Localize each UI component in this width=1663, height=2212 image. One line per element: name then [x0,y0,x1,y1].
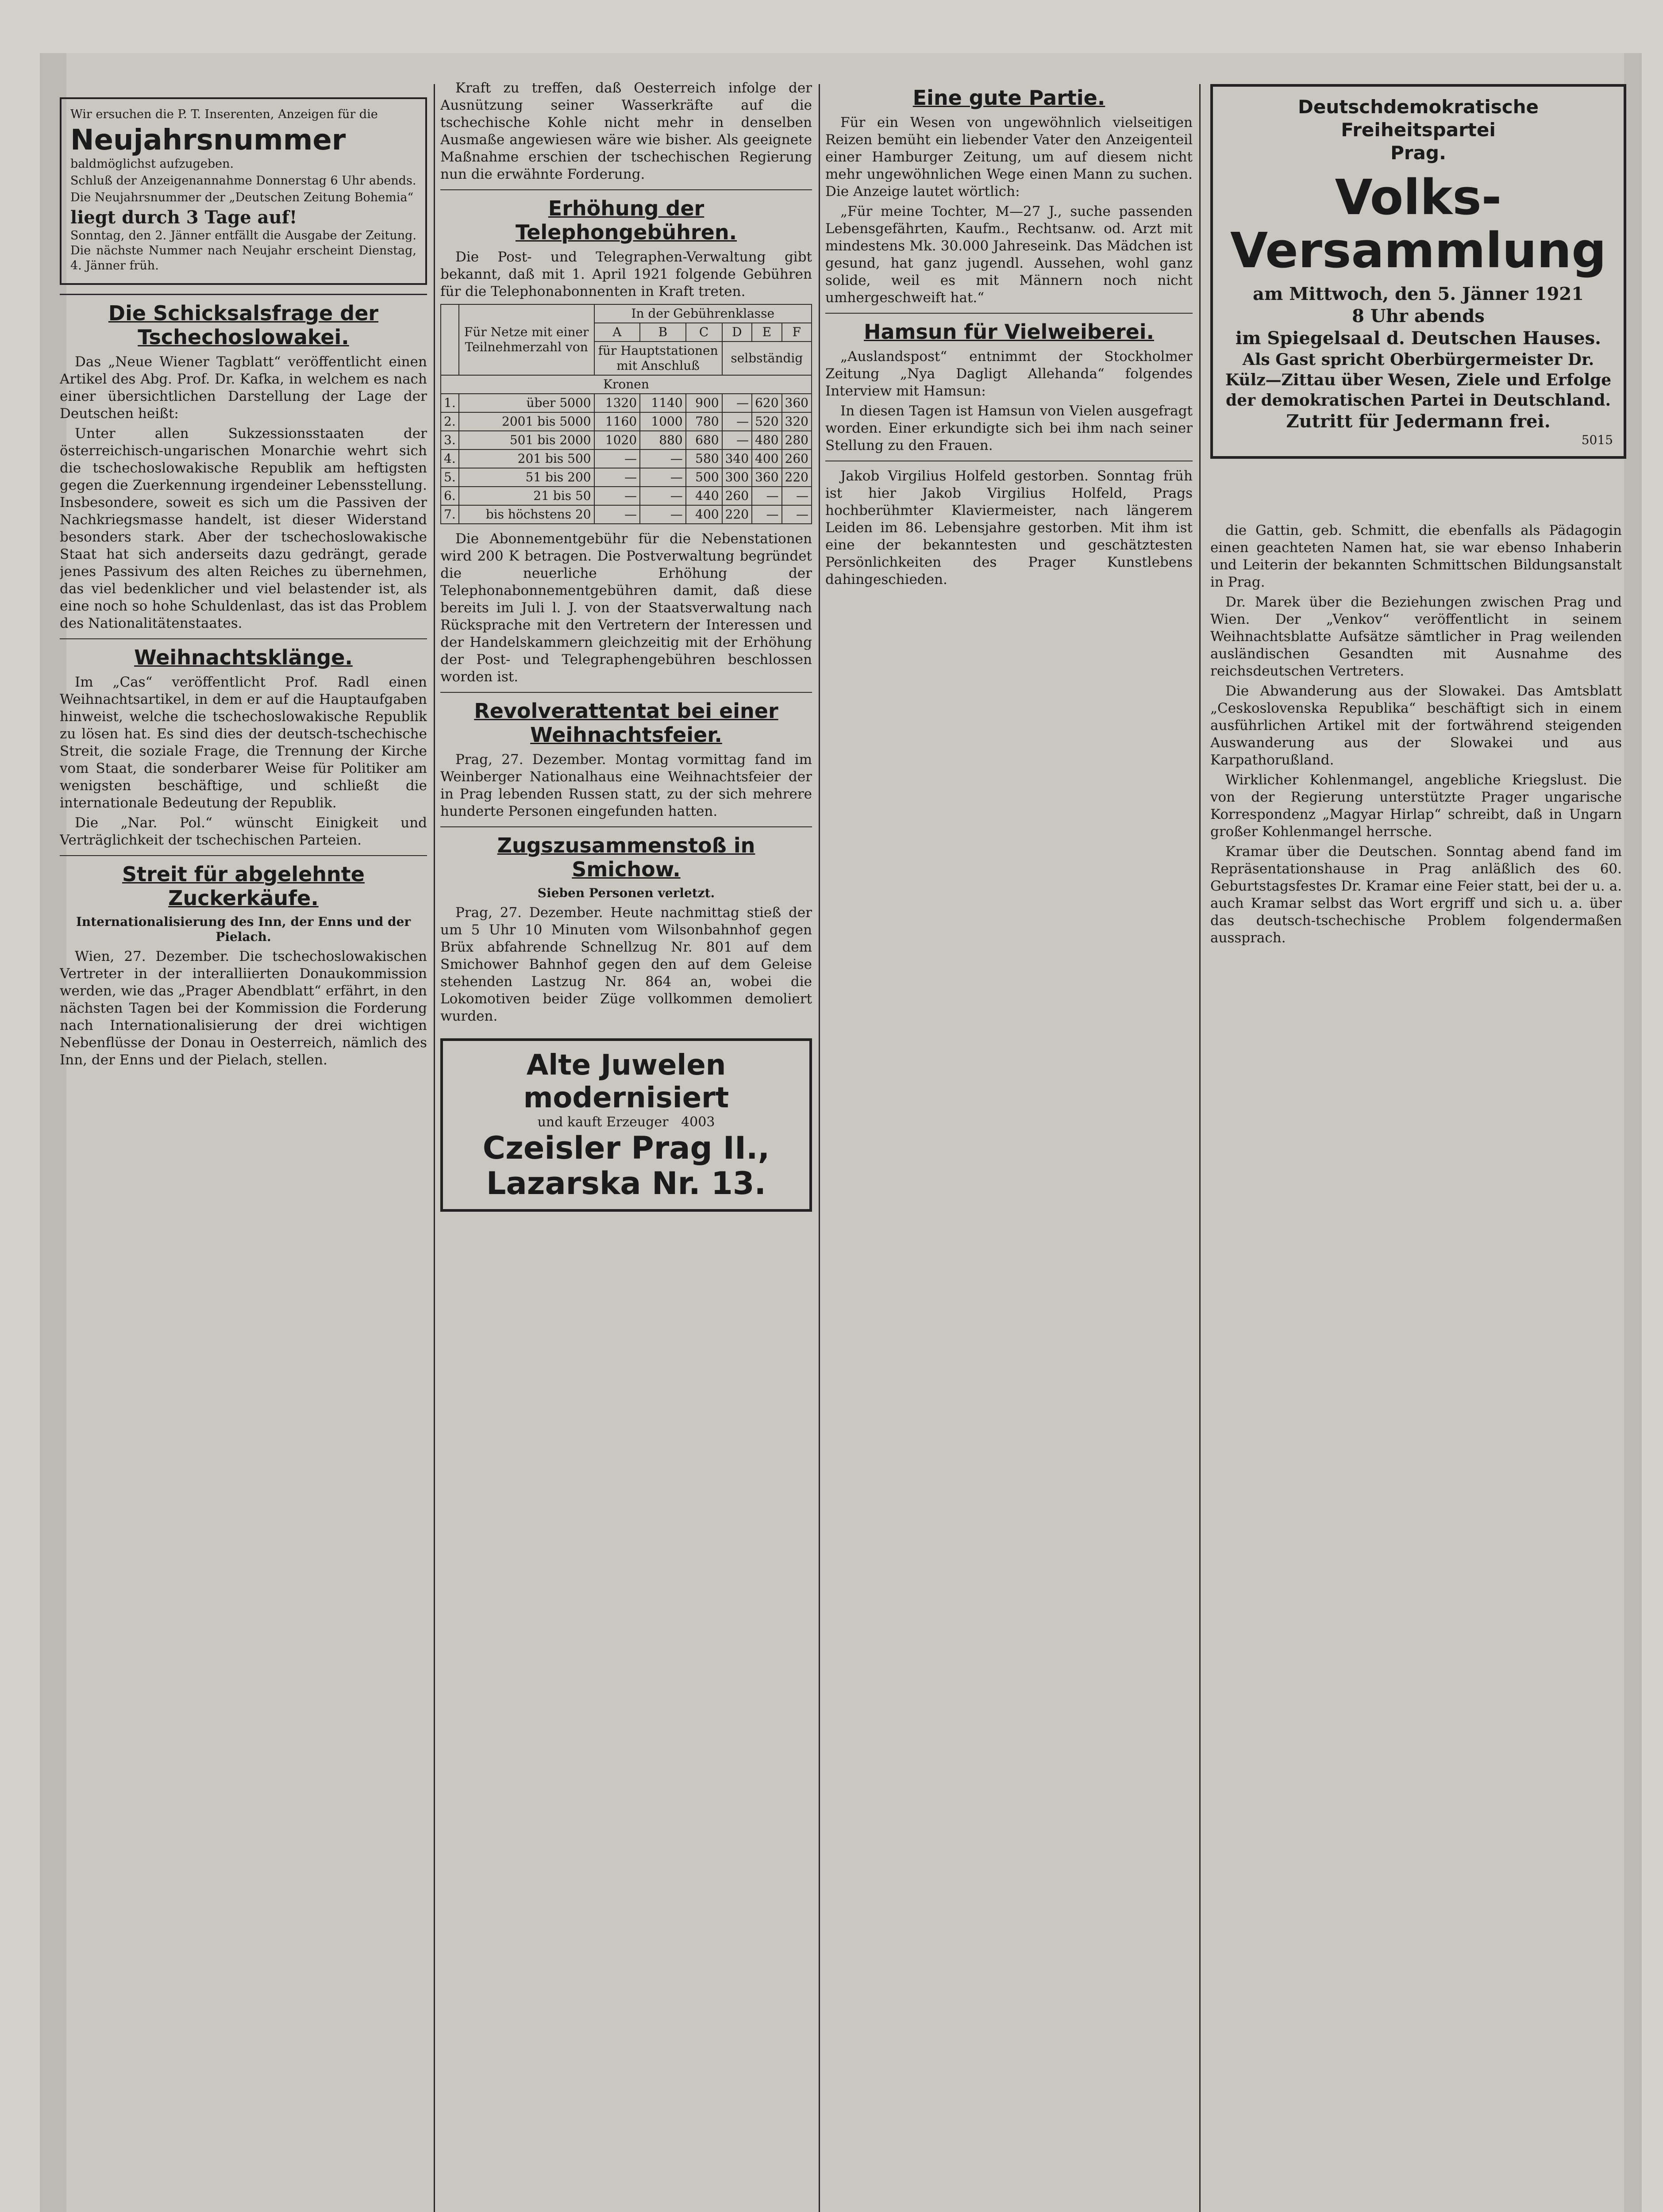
table-cell: — [782,487,812,505]
article-paragraph: Im „Cas“ veröffentlicht Prof. Radl einen Weihnachtsartikel, in dem er auf die Hauptaufgaben hinweist, welche die tschechoslowakische Republik zu lösen hat. Es sind dies der deutsch-tschechische Streit, die soziale Frage, die Trennung der Kirche vom Staat, die sonderbarer Weise für Politiker am wenigsten beschäftige, und schließt die internationale Bedeutung der Republik. [60,674,427,811]
table-row [441,412,812,431]
divider [60,855,427,856]
headline-schicksalsfrage: Die Schicksalsfrage der Tschechoslowakei. [108,301,379,349]
table-row [441,468,812,487]
table-cell: 400 [752,449,781,468]
column-rule [819,84,820,2212]
table-cell: — [782,505,812,524]
table-cell: 780 [686,412,722,431]
notice-line1: Wir ersuchen die P. T. Inserenten, Anzeigen für die [70,108,378,121]
table-cell: 1020 [594,431,640,449]
table-cell: — [752,505,781,524]
column-4 [1210,522,1622,2212]
table-cell: 21 bis 50 [459,487,594,505]
table-cell: 260 [722,487,752,505]
article-paragraph: Jakob Virgilius Holfeld gestorben. Sonntag früh ist hier Jakob Virgilius Holfeld, Prags hochberühmter Klaviermeister, nach längerem Leiden im 86. Lebensjahre gestorben. Mit ihm ist eine der bekanntesten und geschätztesten Persönlichkeiten des Prager Kunstlebens dahingeschieden. [825,468,1193,588]
table-cell: 300 [722,468,752,487]
notice-line4: Die Neujahrsnummer der „Deutschen Zeitung Bohemia“ [70,191,414,204]
table-cell: — [722,412,752,431]
fee-table-corner [441,304,459,375]
table-cell: 51 bis 200 [459,468,594,487]
table-row [441,449,812,468]
table-cell: 500 [686,468,722,487]
divider [440,189,812,190]
table-cell: — [594,449,640,468]
subheadline: Sieben Personen verletzt. [537,886,715,900]
rally-announcement [1210,84,1626,459]
table-cell: 1000 [640,412,686,431]
table-cell: 360 [752,468,781,487]
article-paragraph: die Gattin, geb. Schmitt, die ebenfalls als Pädagogin einen geachteten Namen hat, sie war ebenso Inhaberin und Leiterin der bekannten Schmittschen Bildungsanstalt in Prag. [1210,522,1622,590]
table-cell: 320 [782,412,812,431]
fee-table-sub1: für Hauptstationen mit Anschluß [594,342,722,375]
table-cell: — [640,468,686,487]
table-cell: 3. [441,431,459,449]
article-paragraph: Wirklicher Kohlenmangel, angebliche Kriegslust. Die von der Regierung unterstützte Prager ungarische Korrespondenz „Magyar Hirlap“ schreibt, daß in Ungarn großer Kohlenmangel herrsche. [1210,772,1622,840]
table-cell: 5. [441,468,459,487]
table-cell: 580 [686,449,722,468]
article-paragraph: „Für meine Tochter, M—27 J., suche passenden Lebensgefährten, Kaufm., Rechtsanw. od. Arzt mit mindestens Mk. 30.000 Jahreseink. Das Mädchen ist gesund, hat ganz jugendl. Aussehen, wohl ganz solide, weil es mit Männern noch nicht umhergeschweift hat.“ [825,204,1193,306]
table-cell: 501 bis 2000 [459,431,594,449]
headline-zuckerkaeufe: Streit für abgelehnte Zuckerkäufe. [122,862,365,910]
rally-city: Prag. [1390,142,1446,164]
article-paragraph: Das „Neue Wiener Tagblatt“ veröffentlicht einen Artikel des Abg. Prof. Dr. Kafka, in welchem es nach einer übersichtlichen Darstellung der Lage der Deutschen heißt: [60,354,427,422]
newspaper-page [40,53,1642,2212]
article-paragraph: Wien, 27. Dezember. Die tschechoslowakischen Vertreter in der interalliierten Donaukommission werden, wie das „Prager Abendblatt“ erfährt, in den nächsten Tagen bei der Kommission die Forderung nach Internationalisierung der drei wichtigen Nebenflüsse der Donau in Oesterreich, nämlich des Inn, der Enns und der Pielach, stellen. [60,949,427,1068]
table-cell: 620 [752,394,781,412]
table-cell: 201 bis 500 [459,449,594,468]
table-cell: 1160 [594,412,640,431]
notice-title: Neujahrsnummer [70,124,346,157]
subheadline: Internationalisierung des Inn, der Enns und der Pielach. [76,914,411,944]
table-cell: 1. [441,394,459,412]
divider [60,294,427,295]
divider [60,638,427,639]
fee-class-letter: A [594,323,640,342]
headline-zugszusammenstoss: Zugszusammenstoß in Smichow. [497,833,755,881]
fee-table-group-header: In der Gebührenklasse [594,304,812,323]
fee-class-letter: E [752,323,781,342]
article-paragraph: Die Abwanderung aus der Slowakei. Das Amtsblatt „Ceskoslovenska Republika“ beschäftigt sich in einem ausführlichen Artikel mit der fortwährend steigenden Auswanderung aus der Slowakei und aus Karpathorußland. [1210,683,1622,768]
rally-venue: im Spiegelsaal d. Deutschen Hauses. [1235,328,1601,349]
table-row [441,394,812,412]
notice-line3: Schluß der Anzeigenannahme Donnerstag 6 Uhr abends. [70,174,416,188]
ad-line3: Czeisler Prag II., Lazarska Nr. 13. [482,1130,770,1202]
table-cell: 260 [782,449,812,468]
table-cell: 7. [441,505,459,524]
table-cell: 220 [782,468,812,487]
table-cell: 900 [686,394,722,412]
article-paragraph: Prag, 27. Dezember. Heute nachmittag stieß der um 5 Uhr 10 Minuten vom Wilsonbahnhof gegen Brüx abfahrende Schnellzug Nr. 801 auf dem Smichower Bahnhof gegen den auf dem Geleise stehenden Lastzug Nr. 864 an, wobei die Lokomotiven beider Züge vollkommen demoliert wurden. [440,905,812,1024]
fee-table-row-label: Für Netze mit einer Teilnehmerzahl von [459,304,594,375]
fee-table-body [441,394,812,524]
table-cell: — [640,487,686,505]
table-cell: 220 [722,505,752,524]
headline-hamsun: Hamsun für Vielweiberei. [863,320,1155,344]
rally-number: 5015 [1581,433,1613,447]
table-cell: — [752,487,781,505]
article-paragraph: Unter allen Sukzessionsstaaten der österreichisch-ungarischen Monarchie wehrt sich die tschechoslowakische Republik am heftigsten gegen die Zuerkennung irgendeiner Lebensstellung. Insbesondere, soweit es sich um die Passiven der Nachkriegsmasse handelt, ist dieser Widerstand besonders stark. Aber der tschechoslowakische Staat hat sich anderseits dazu gedrängt, gerade jenes Passivum des alten Reiches zu übernehmen, das viel bedenklicher und viel belastender ist, als eine noch so hohe Schuldenlast, das ist das Problem des Nationalitätenstaates. [60,426,427,631]
article-paragraph: Die Post- und Telegraphen-Verwaltung gibt bekannt, daß mit 1. April 1921 folgende Gebühren für die Telephonabonnenten in Kraft treten. [440,249,812,300]
table-cell: 440 [686,487,722,505]
table-cell: 520 [752,412,781,431]
fee-class-letter: B [640,323,686,342]
table-row [441,487,812,505]
rally-date: am Mittwoch, den 5. Jänner 1921 [1253,284,1584,304]
table-row [441,505,812,524]
notice-line6: Sonntag, den 2. Jänner entfällt die Ausgabe der Zeitung. Die nächste Nummer nach Neujahr erscheint Dienstag, 4. Jänner früh. [70,229,416,273]
table-cell: 4. [441,449,459,468]
table-cell: — [722,394,752,412]
table-cell: 1320 [594,394,640,412]
column-rule [1199,84,1201,2212]
divider [825,313,1193,314]
table-cell: 340 [722,449,752,468]
table-cell: 2. [441,412,459,431]
fee-table [440,304,812,524]
rally-speaker: Als Gast spricht Oberbürgermeister Dr. Külz—Zittau über Wesen, Ziele und Erfolge der demokratischen Partei in Deutschland. [1225,350,1612,410]
divider [440,692,812,693]
fee-table-sub2: selbständig [722,342,812,375]
notice-line5: liegt durch 3 Tage auf! [70,207,297,228]
ad-line2: und kauft Erzeuger 4003 [537,1114,715,1130]
column-1 [60,80,427,2212]
article-paragraph: Kraft zu treffen, daß Oesterreich infolge der Ausnützung seiner Wasserkräfte auf die tschechische Kohle nicht mehr in denselben Ausmaße angewiesen wäre wie bisher. Als geeignete Maßnahme erschien der tschechischen Regierung nun die erwähnte Forderung. [440,80,812,182]
table-cell: 280 [782,431,812,449]
table-cell: 680 [686,431,722,449]
article-paragraph: „Auslandspost“ entnimmt der Stockholmer Zeitung „Nya Dagligt Allehanda“ folgendes Interview mit Hamsun: [825,349,1193,399]
fee-table-unit: Kronen [441,375,812,394]
table-cell: 880 [640,431,686,449]
article-paragraph: In diesen Tagen ist Hamsun von Vielen ausgefragt worden. Einer erkundigte sich bei ihm nach seiner Stellung zu den Frauen. [825,403,1193,453]
article-paragraph: Die „Nar. Pol.“ wünscht Einigkeit und Verträglichkeit der tschechischen Parteien. [60,815,427,848]
table-cell: 360 [782,394,812,412]
article-paragraph: Kramar über die Deutschen. Sonntag abend fand im Repräsentationshause in Prag anläßlich des 60. Geburtstagsfestes Dr. Kramar eine Feier statt, bei der u. a. auch Kramar selbst das Wort ergriff und sich u. a. über das deutsch-tschechische Problem folgendermaßen aussprach. [1210,844,1622,946]
page-margin-right [1624,53,1642,2212]
table-cell: 2001 bis 5000 [459,412,594,431]
headline-revolverattentat: Revolverattentat bei einer Weihnachtsfeier. [474,699,778,747]
notice-line2: baldmöglichst aufzugeben. [70,157,234,171]
jeweler-advertisement [440,1038,812,1212]
table-row [441,431,812,449]
headline-weihnachtsklaenge: Weihnachtsklänge. [134,645,353,669]
column-2 [440,80,812,2212]
table-cell: — [594,505,640,524]
table-cell: — [594,468,640,487]
fee-class-letter: F [782,323,812,342]
table-cell: 1140 [640,394,686,412]
rally-title: Volks-Versammlung [1230,169,1606,279]
new-year-notice [60,97,427,285]
table-cell: 400 [686,505,722,524]
article-paragraph: Prag, 27. Dezember. Montag vormittag fand im Weinberger Nationalhaus eine Weihnachtsfeier der in Prag lebenden Russen statt, zu der sich mehrere hunderte Personen eingefunden hatten. [440,752,812,819]
table-cell: bis höchstens 20 [459,505,594,524]
rally-time: 8 Uhr abends [1352,306,1485,326]
fee-class-letter: D [722,323,752,342]
table-cell: über 5000 [459,394,594,412]
fee-class-letter: C [686,323,722,342]
table-cell: — [640,505,686,524]
table-cell: — [722,431,752,449]
table-cell: 6. [441,487,459,505]
column-3 [825,80,1193,2212]
headline-gute-partie: Eine gute Partie. [912,86,1105,110]
ad-number: 4003 [681,1114,715,1130]
rally-entry: Zutritt für Jedermann frei. [1286,411,1551,432]
table-cell: — [640,449,686,468]
headline-telephongebuehren: Erhöhung der Telephongebühren. [515,196,737,244]
ad-line1: Alte Juwelen modernisiert [523,1049,729,1114]
table-cell: — [594,487,640,505]
article-paragraph: Dr. Marek über die Beziehungen zwischen Prag und Wien. Der „Venkov“ veröffentlicht in seinem Weihnachtsblatte Aufsätze sämtlicher in Prag weilenden ausländischen Gesandten mit Ausnahme des reichsdeutschen Vertreters. [1210,594,1622,679]
rally-party: Deutschdemokratische Freiheitspartei [1297,96,1539,141]
divider [440,826,812,827]
article-paragraph: Die Abonnementgebühr für die Nebenstationen wird 200 K betragen. Die Postverwaltung begründet die neuerliche Erhöhung der Telephonabonnementgebühren damit, daß diese bereits im Juli l. J. von der Staatsverwaltung nach Rücksprache mit den Vertretern der Interessen und der Handelskammern gleichzeitig mit der Erhöhung der Post- und Telegraphengebühren beschlossen worden ist. [440,531,812,685]
article-paragraph: Für ein Wesen von ungewöhnlich vielseitigen Reizen bemüht ein liebender Vater den Anzeigenteil einer Hamburger Zeitung, um auf diesem nicht mehr ungewöhnlichen Wege einen Mann zu suchen. Die Anzeige lautet wörtlich: [825,115,1193,200]
column-rule [434,84,435,2212]
table-cell: 480 [752,431,781,449]
